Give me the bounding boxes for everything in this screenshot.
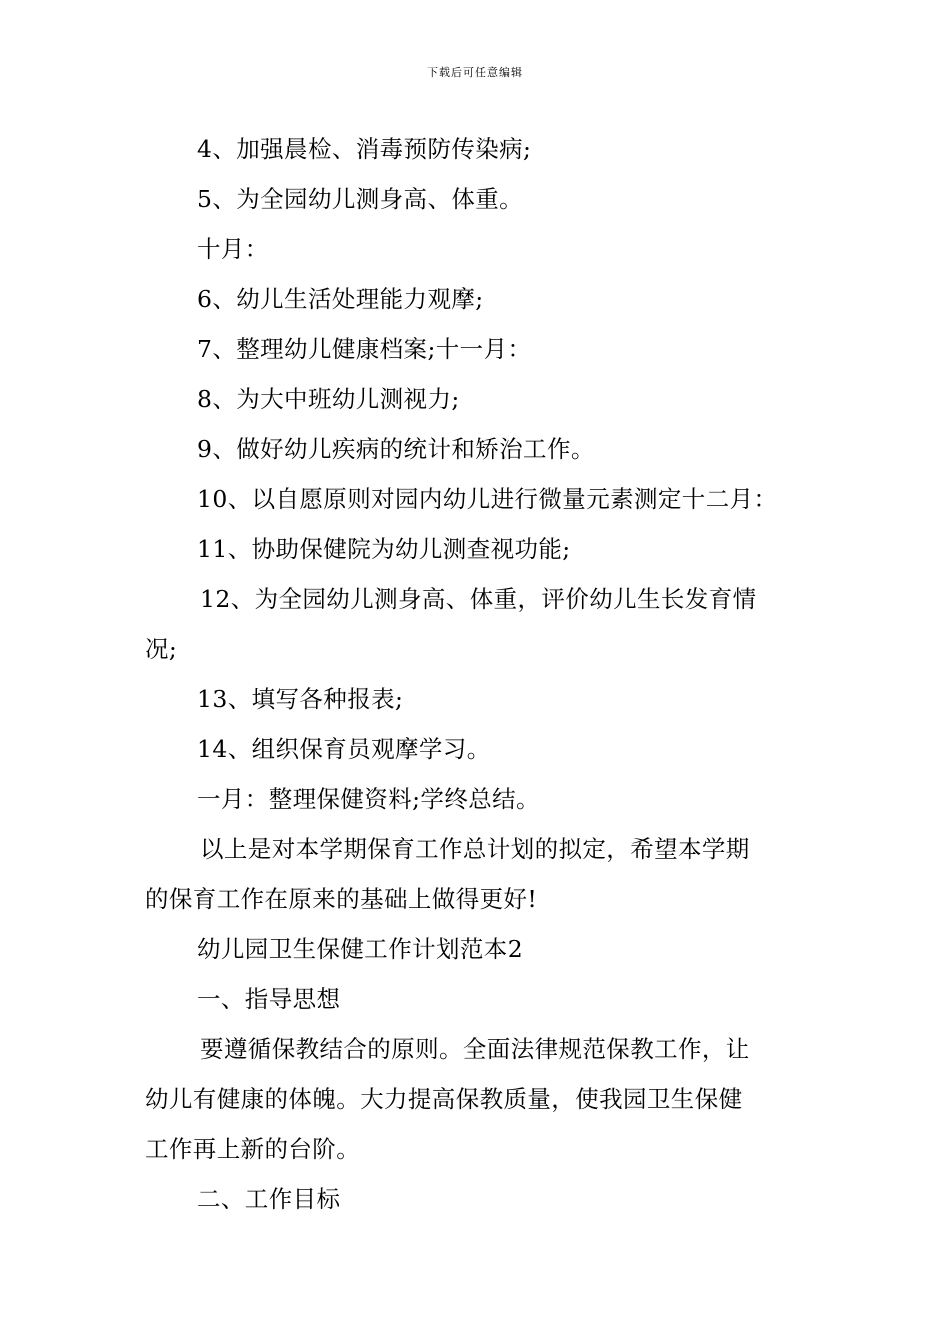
document-body <box>145 124 810 1224</box>
section-heading: 一、指导思想 <box>197 985 341 1013</box>
paragraph-line: 9、做好幼儿疾病的统计和矫治工作。 <box>197 435 595 463</box>
section-heading: 二、工作目标 <box>197 1185 341 1213</box>
paragraph-line: 以上是对本学期保育工作总计划的拟定，希望本学期 <box>200 835 750 863</box>
paragraph-line: 8、为大中班幼儿测视力; <box>197 385 460 413</box>
section-title: 幼儿园卫生保健工作计划范本2 <box>197 935 524 963</box>
paragraph-line: 十月： <box>197 235 269 263</box>
paragraph-line: 一月：整理保健资料;学终总结。 <box>197 785 540 813</box>
paragraph-line: 7、整理幼儿健康档案;十一月： <box>197 335 532 363</box>
paragraph-line: 13、填写各种报表; <box>197 685 404 713</box>
paragraph-line: 6、幼儿生活处理能力观摩; <box>197 285 484 313</box>
paragraph-line: 幼儿有健康的体魄。大力提高保教质量，使我园卫生保健 <box>145 1085 743 1113</box>
paragraph-line: 4、加强晨检、消毒预防传染病; <box>197 135 532 163</box>
paragraph-line: 12、为全园幼儿测身高、体重，评价幼儿生长发育情 <box>200 585 757 613</box>
paragraph-line: 况; <box>145 635 178 663</box>
paragraph-line: 5、为全园幼儿测身高、体重。 <box>197 185 524 213</box>
paragraph-line: 要遵循保教结合的原则。全面法律规范保教工作，让 <box>200 1035 750 1063</box>
paragraph-line: 工作再上新的台阶。 <box>145 1135 361 1163</box>
paragraph-line: 11、协助保健院为幼儿测查视功能; <box>197 535 571 563</box>
paragraph-line: 14、组织保育员观摩学习。 <box>197 735 491 763</box>
page-header-note: 下载后可任意编辑 <box>427 66 523 79</box>
paragraph-line: 的保育工作在原来的基础上做得更好! <box>145 885 538 913</box>
paragraph-line: 10、以自愿原则对园内幼儿进行微量元素测定十二月： <box>197 485 778 513</box>
